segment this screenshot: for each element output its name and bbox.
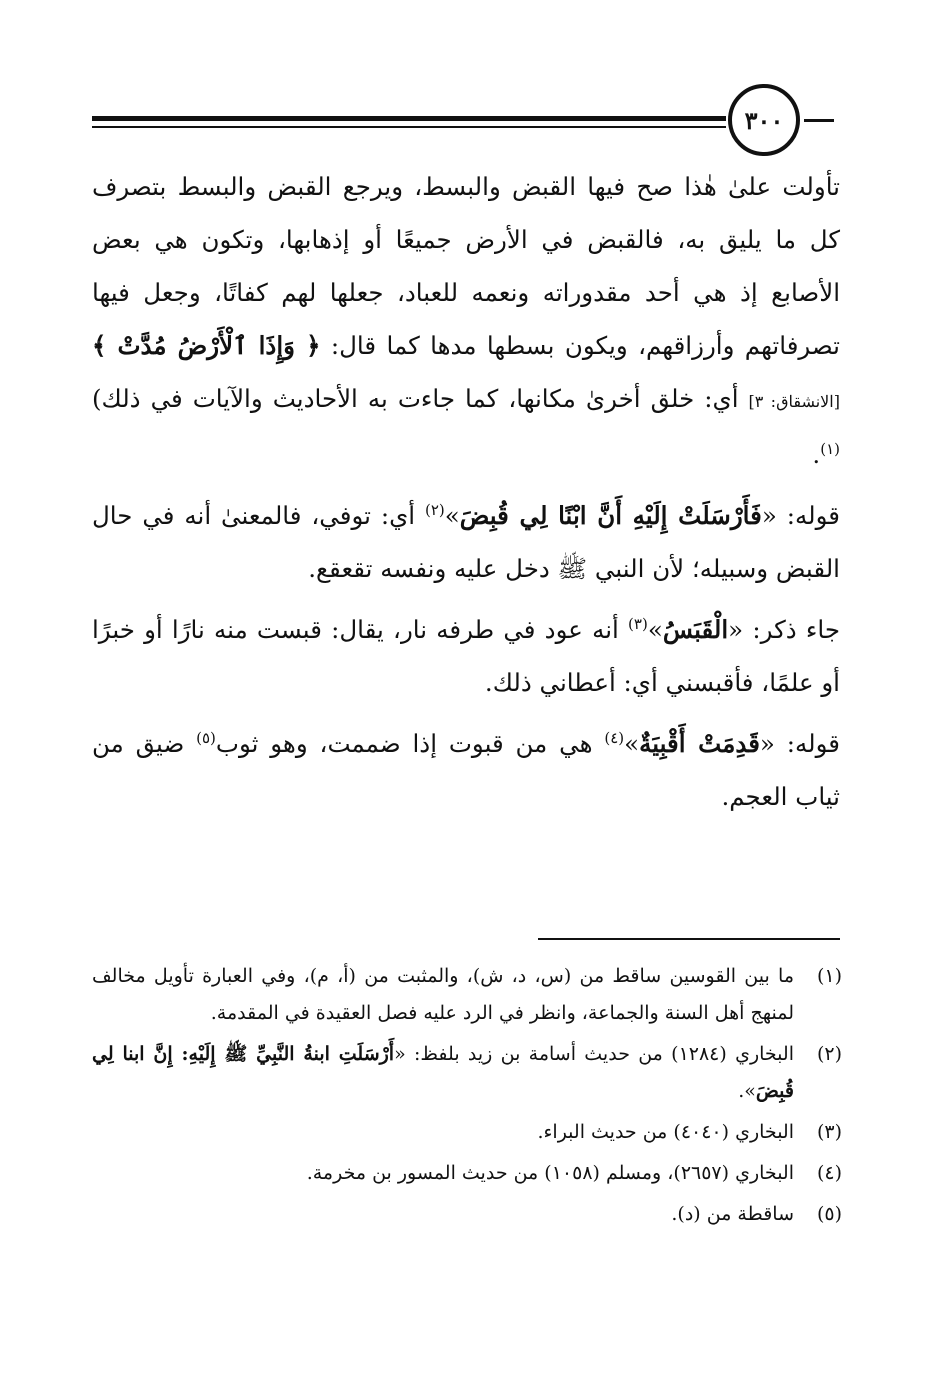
p1-end: . — [812, 440, 821, 469]
footnote-4 — [92, 1155, 842, 1192]
p4-close: » — [624, 729, 640, 758]
footnote-marker-1[interactable]: (١) — [820, 439, 840, 458]
footnote-text: البخاري (٢٦٥٧)، ومسلم (١٠٥٨) من حديث المسور بن مخرمة. — [306, 1162, 794, 1184]
footnote-2-text: البخاري (١٢٨٤) من حديث أسامة بن زيد بلفظ: « — [394, 1043, 794, 1065]
footnote-number: (١) — [816, 965, 842, 987]
p4-text-a: قوله: « — [759, 729, 840, 758]
footnote-2 — [92, 1036, 842, 1110]
p1-text-a: تأولت علىٰ هٰذا صح فيها القبض والبسط، ويرجع القبض والبسط بتصرف كل ما يليق به، فالقبض في الأرض جميعًا أو إذهابها، وتكون هي بعض الأصابع إذ هي أحد مقدوراته ونعمه للعباد، جعلها لهم كفاتًا، وجعل فيها تصرفاتهم وأرزاقهم، ويكون بسطها مدها كما قال: — [92, 172, 840, 360]
header-rule-thin — [92, 126, 726, 128]
footnote-3 — [92, 1114, 842, 1151]
p2-close: » — [444, 501, 460, 530]
p2-text-b: أي: توفي، فالمعنىٰ أنه في حال القبض وسبيله؛ لأن النبي ﷺ دخل عليه ونفسه تقعقع. — [92, 501, 840, 583]
footnote-number: (٣) — [816, 1121, 842, 1143]
p4-text-b: هي من قبوت إذا ضممت، وهو ثوب — [215, 729, 605, 758]
page-header — [92, 80, 842, 170]
p3-close: » — [647, 615, 663, 644]
p2-hadith-quote: فَأَرْسَلَتْ إِلَيْهِ أَنَّ ابْنًا لِي قُبِضَ — [459, 501, 762, 530]
footnote-marker-5[interactable]: (٥) — [196, 728, 216, 747]
footnote-number: (٥) — [816, 1203, 842, 1225]
p3-hadith-quote: الْقَبَسُ — [662, 615, 729, 644]
paragraph-3 — [92, 603, 840, 709]
p1-text-b: أي: خلق أخرىٰ مكانها، كما جاءت به الأحاديث والآيات في ذلك) — [92, 384, 749, 413]
footnote-5 — [92, 1196, 842, 1233]
footnote-marker-2[interactable]: (٢) — [424, 500, 445, 519]
footnote-separator — [538, 938, 840, 940]
p3-text-b: أنه عود في طرفه نار، يقال: قبست منه نارًا أو خبرًا أو علمًا، فأقبسني أي: أعطاني ذلك. — [92, 615, 840, 697]
footnote-2-tail: ». — [738, 1080, 756, 1102]
footnote-marker-4[interactable]: (٤) — [604, 728, 625, 747]
main-text — [92, 160, 840, 831]
p4-hadith-quote: قَدِمَتْ أَقْبِيَةٌ — [639, 729, 760, 758]
paragraph-2 — [92, 489, 840, 595]
p1-quran-quote: ﴿ وَإِذَا ٱلْأَرْضُ مُدَّتْ ﴾ — [92, 331, 321, 360]
p4-text-c: ضيق من ثياب العجم. — [92, 729, 840, 811]
p3-text-a: جاء ذكر: « — [728, 615, 840, 644]
footnote-marker-3[interactable]: (٣) — [628, 614, 648, 633]
footnote-text: البخاري (٤٠٤٠) من حديث البراء. — [537, 1121, 794, 1143]
header-rule-right — [804, 119, 834, 122]
paragraph-4 — [92, 717, 840, 823]
footnote-text — [92, 1036, 794, 1110]
footnote-number: (٤) — [816, 1162, 842, 1184]
header-rule-thick — [92, 116, 726, 121]
footnote-text: ساقطة من (د). — [671, 1203, 794, 1225]
footnote-2-hadith: أَرْسَلَتِ ابنةُ النَّبِيِّ ﷺ إِلَيْهِ: إِنَّ ابنا لِي قُبِضَ — [92, 1043, 794, 1102]
page-number: ٣٠٠ — [728, 84, 800, 156]
p1-quran-ref: [الانشقاق: ٣] — [748, 392, 840, 411]
footnote-text: ما بين القوسين ساقط من (س، د، ش)، والمثبت من (أ، م)، وفي العبارة تأويل مخالف لمنهج أهل السنة والجماعة، وانظر في الرد عليه فصل العقيدة في المقدمة. — [92, 965, 794, 1024]
p2-text-a: قوله: « — [761, 501, 840, 530]
footnotes — [92, 958, 842, 1237]
paragraph-1 — [92, 160, 840, 481]
footnote-number: (٢) — [816, 1043, 842, 1065]
footnote-1 — [92, 958, 842, 1032]
